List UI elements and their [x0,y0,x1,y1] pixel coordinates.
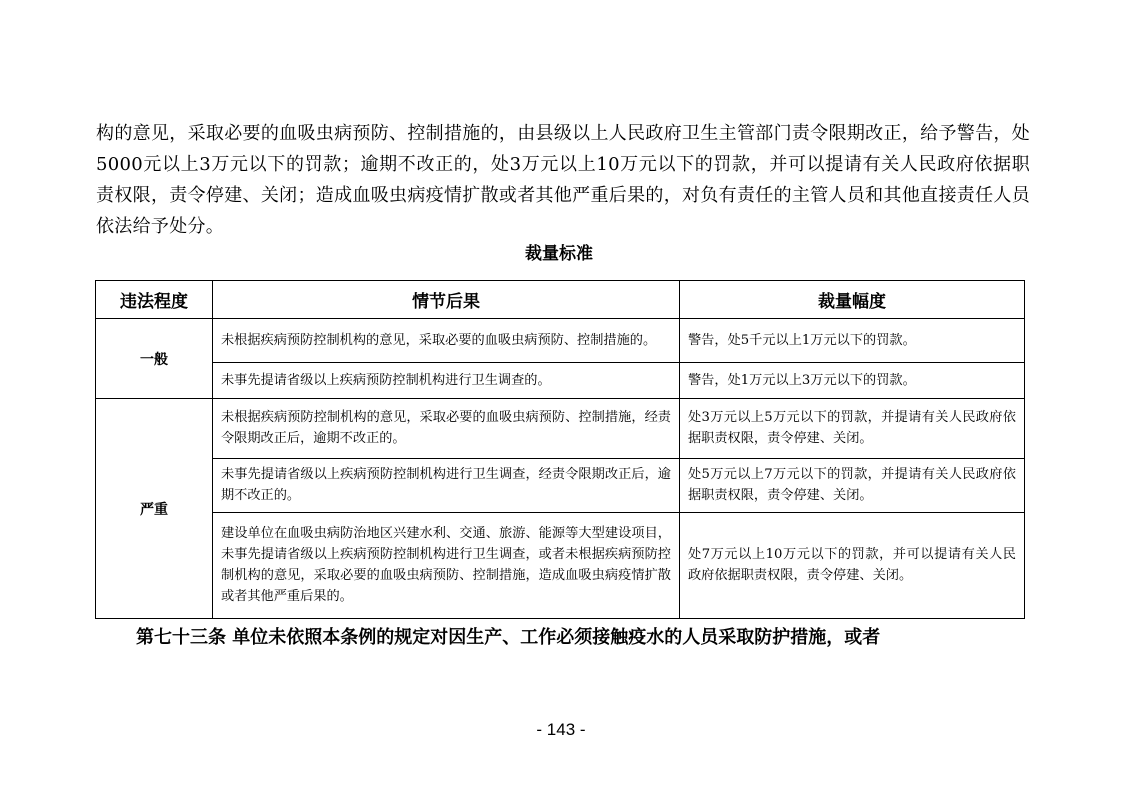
page-number: - 143 - [536,720,586,739]
discretion-standard-table [95,280,1025,619]
table-row [96,513,1025,619]
penalty-cell: 处5万元以上7万元以下的罚款，并提请有关人民政府依据职责权限，责令停建、关闭。 [680,459,1025,513]
circumstance-cell: 未事先提请省级以上疾病预防控制机构进行卫生调查，经责令限期改正后，逾期不改正的。 [213,459,680,513]
table-row [96,363,1025,399]
circumstance-cell: 未根据疾病预防控制机构的意见，采取必要的血吸虫病预防、控制措施的。 [213,319,680,363]
header-penalty: 裁量幅度 [680,281,1025,319]
intro-paragraph: 构的意见，采取必要的血吸虫病预防、控制措施的，由县级以上人民政府卫生主管部门责令限期改正，给予警告，处5000元以上3万元以下的罚款；逾期不改正的，处3万元以上10万元以下的罚款，并可以提请有关人民政府依据职责权限，责令停建、关闭；造成血吸虫病疫情扩散或者其他严重后果的，对负有责任的主管人员和其他直接责任人员依法给予处分。 [96,123,1030,237]
level-general: 一般 [96,319,213,399]
penalty-cell: 处7万元以上10万元以下的罚款，并可以提请有关人民政府依据职责权限，责令停建、关闭。 [680,513,1025,619]
penalty-cell: 警告，处1万元以上3万元以下的罚款。 [680,363,1025,399]
header-circumstance: 情节后果 [213,281,680,319]
circumstance-cell: 未事先提请省级以上疾病预防控制机构进行卫生调查的。 [213,363,680,399]
table-row [96,319,1025,363]
penalty-cell: 处3万元以上5万元以下的罚款，并提请有关人民政府依据职责权限，责令停建、关闭。 [680,399,1025,459]
table-row [96,459,1025,513]
penalty-cell: 警告，处5千元以上1万元以下的罚款。 [680,319,1025,363]
table-title: 裁量标准 [525,244,593,264]
table-header-row [96,281,1025,319]
next-article-heading: 第七十三条 单位未依照本条例的规定对因生产、工作必须接触疫水的人员采取防护措施，或者 [136,627,881,648]
circumstance-cell: 建设单位在血吸虫病防治地区兴建水利、交通、旅游、能源等大型建设项目，未事先提请省级以上疾病预防控制机构进行卫生调查，或者未根据疾病预防控制机构的意见，采取必要的血吸虫病预防、控制措施，造成血吸虫病疫情扩散或者其他严重后果的。 [213,513,680,619]
circumstance-cell: 未根据疾病预防控制机构的意见，采取必要的血吸虫病预防、控制措施，经责令限期改正后，逾期不改正的。 [213,399,680,459]
table-row [96,399,1025,459]
header-level: 违法程度 [96,281,213,319]
level-serious: 严重 [96,399,213,619]
